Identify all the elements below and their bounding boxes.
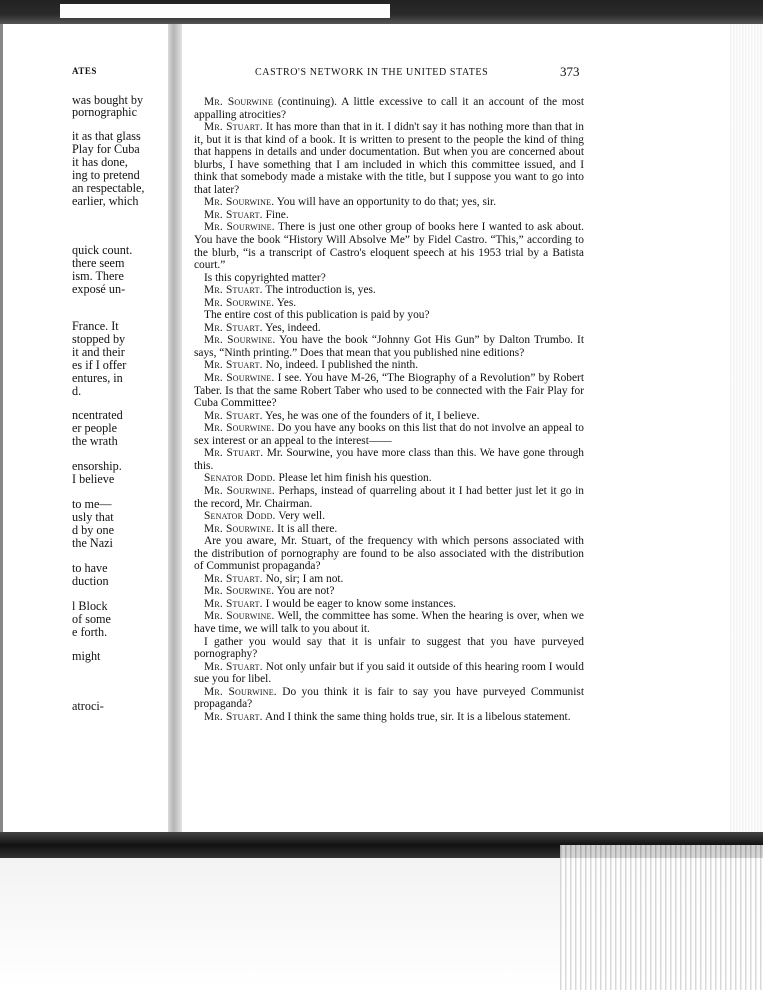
left-page-line: d.: [72, 385, 82, 398]
speech-text: Not only unfair but if you said it outside of this hearing room I would sue you for libel.: [194, 660, 584, 686]
left-page-line: the Nazi: [72, 537, 113, 550]
speech-text: You have the book “Johnny Got His Gun” by Dalton Trumbo. It says, “Ninth printing.” Does that mean that you published nine editions?: [194, 334, 584, 359]
left-page-line: it as that glass: [72, 130, 141, 143]
left-page-line: usly that: [72, 511, 114, 524]
speech-text: You will have an opportunity to do that; yes, sir.: [274, 196, 497, 209]
running-head: CASTRO'S NETWORK IN THE UNITED STATES: [255, 67, 489, 78]
left-page-line: ing to pretend: [72, 169, 140, 182]
transcript-paragraph: [194, 121, 584, 196]
left-page-line: to have: [72, 562, 108, 575]
transcript-paragraph: [194, 523, 584, 536]
speech-text: Do you have any books on this list that do not involve an appeal to sex interest or an appeal to the interest——: [194, 422, 584, 447]
speech-text: The entire cost of this publication is paid by you?: [204, 309, 430, 322]
speech-text: It is all there.: [274, 522, 338, 535]
speaker-name: Mr. Stuart.: [204, 321, 263, 334]
left-page-line: France. It: [72, 320, 119, 333]
speaker-name: Mr. Stuart.: [204, 710, 263, 723]
left-page-line: earlier, which: [72, 195, 139, 208]
left-page-line: l Block: [72, 600, 108, 613]
left-page-line: there seem: [72, 257, 125, 270]
transcript-paragraph: [194, 196, 584, 209]
speech-text: I gather you would say that it is unfair to suggest that you have purveyed pornography?: [194, 635, 584, 661]
left-page-line: stopped by: [72, 333, 126, 346]
scan-right-streaks: [730, 24, 763, 844]
speaker-name: Mr. Stuart.: [204, 597, 263, 610]
left-page-line: e forth.: [72, 626, 108, 639]
speaker-name: Mr. Stuart.: [204, 447, 264, 460]
left-page-line: duction: [72, 575, 109, 588]
speaker-name: Mr. Stuart.: [204, 121, 263, 134]
left-page-line: of some: [72, 613, 111, 626]
left-page-line: it has done,: [72, 156, 128, 169]
transcript-paragraph: [194, 297, 584, 310]
speaker-name: Mr. Stuart.: [204, 208, 263, 221]
left-page-line: it and their: [72, 346, 125, 359]
speaker-name: Senator Dodd.: [204, 472, 276, 485]
transcript-paragraph: [194, 535, 584, 573]
transcript-paragraph: [194, 272, 584, 285]
transcript-paragraph: [194, 334, 584, 359]
transcript-paragraph: [194, 585, 584, 598]
left-page-line: was bought by: [72, 94, 144, 107]
speaker-name: Mr. Sourwine.: [204, 372, 275, 385]
left-page-line: pornographic: [72, 106, 137, 119]
speaker-name: Mr. Sourwine.: [204, 585, 275, 598]
transcript-paragraph: [194, 309, 584, 322]
speaker-name: Mr. Stuart.: [204, 359, 263, 372]
left-page-line: es if I offer: [72, 359, 127, 372]
transcript-paragraph: [194, 410, 584, 423]
scan-bottom-streaks: [560, 845, 763, 990]
left-page-line: atroci-: [72, 700, 104, 713]
transcript-paragraph: [194, 284, 584, 297]
speech-text: It has more than that in it. I didn't say it has nothing more than that in it, but it is that kind of a book. It is written to present to the people the kind of thing that happens in details and under documentation. But when you are concerned about blurbs, I have something that I am included in which this committee issued, and I think that somebody made a mistake with the title, but I suppose you want to go into that later?: [194, 121, 584, 196]
speech-text: Do you think it is fair to say you have purveyed Communist propaganda?: [194, 685, 584, 711]
transcript-paragraph: [194, 447, 584, 472]
speaker-name: Mr. Sourwine.: [204, 196, 275, 209]
left-page-line: might: [72, 650, 101, 663]
speech-text: You are not?: [274, 585, 335, 598]
left-page-line: exposé un-: [72, 283, 126, 296]
left-page-line: the wrath: [72, 435, 118, 448]
speaker-name: Mr. Sourwine.: [204, 484, 275, 497]
speech-text: I would be eager to know some instances.: [262, 597, 457, 610]
left-page-line: ncentrated: [72, 409, 123, 422]
left-page-line: I believe: [72, 473, 115, 486]
speech-text: Yes, he was one of the founders of it, I believe.: [262, 409, 480, 422]
left-page-line: quick count.: [72, 244, 133, 257]
transcript-body: [194, 96, 584, 723]
scan-top-gap: [60, 4, 390, 18]
speaker-name: Mr. Sourwine.: [204, 296, 275, 309]
speech-text: The introduction is, yes.: [262, 284, 376, 297]
transcript-paragraph: [194, 485, 584, 510]
speech-text: (continuing). A little excessive to call it an account of the most appalling atrocities?: [194, 96, 584, 121]
transcript-paragraph: [194, 610, 584, 635]
speech-text: And I think the same thing holds true, sir. It is a libelous statement.: [262, 710, 571, 723]
speech-text: Very well.: [275, 510, 326, 523]
transcript-paragraph: [194, 598, 584, 611]
speech-text: Mr. Sourwine, you have more class than this. We have gone through this.: [194, 447, 584, 472]
left-page-line: ism. There: [72, 270, 124, 283]
speaker-name: Mr. Sourwine.: [204, 221, 275, 234]
page-number: 373: [560, 64, 580, 79]
speech-text: There is just one other group of books here I wanted to ask about. You have the book “History Will Absolve Me” by Fidel Castro. “This,” according to the blurb, “is a transcript of Castro's eloquent speech at his 1953 trial by a Batista court.”: [194, 221, 584, 272]
left-page-line: to me—: [72, 498, 112, 511]
speech-text: Are you aware, Mr. Stuart, of the frequency with which persons associated with the distribution of pornography are found to be also associated with the distribution of Communist propaganda?: [194, 535, 584, 573]
speaker-name: Mr. Stuart.: [204, 409, 263, 422]
speaker-name: Mr. Sourwine.: [204, 422, 275, 435]
speech-text: Perhaps, instead of quarreling about it I had better just let it go in the record, Mr. Chairman.: [194, 484, 584, 510]
speech-text: Is this copyrighted matter?: [204, 271, 326, 284]
speaker-name: Mr. Stuart.: [204, 284, 263, 297]
transcript-paragraph: [194, 573, 584, 586]
speech-text: Yes.: [274, 296, 297, 309]
speaker-name: Mr. Stuart.: [204, 572, 263, 585]
left-page-line: ensorship.: [72, 460, 122, 473]
speaker-name: Mr. Sourwine.: [204, 334, 276, 347]
transcript-paragraph: [194, 96, 584, 121]
speaker-name: Mr. Sourwine: [204, 96, 274, 108]
transcript-paragraph: [194, 686, 584, 711]
transcript-paragraph: [194, 510, 584, 523]
left-page-line: d by one: [72, 524, 114, 537]
transcript-paragraph: [194, 711, 584, 724]
transcript-paragraph: [194, 209, 584, 222]
speaker-name: Mr. Sourwine.: [204, 522, 275, 535]
speaker-name: Senator Dodd.: [204, 510, 276, 523]
speech-text: Please let him finish his question.: [275, 472, 432, 485]
transcript-paragraph: [194, 221, 584, 271]
transcript-paragraph: [194, 372, 584, 410]
transcript-paragraph: [194, 661, 584, 686]
speech-text: I see. You have M-26, “The Biography of a Revolution” by Robert Taber. Is that the same Robert Taber who used to be connected with the Fair Play for Cuba Committee?: [194, 372, 584, 410]
left-page-running-head: ATES: [72, 66, 97, 76]
speaker-name: Mr. Sourwine.: [204, 685, 277, 698]
transcript-paragraph: [194, 322, 584, 335]
speaker-name: Mr. Sourwine.: [204, 610, 275, 623]
left-page-line: entures, in: [72, 372, 123, 385]
transcript-paragraph: [194, 636, 584, 661]
left-page-line: an respectable,: [72, 182, 145, 195]
speech-text: No, sir; I am not.: [262, 572, 344, 585]
speaker-name: Mr. Stuart.: [204, 660, 263, 673]
transcript-paragraph: [194, 472, 584, 485]
speech-text: Fine.: [262, 208, 289, 221]
transcript-paragraph: [194, 422, 584, 447]
left-page-line: Play for Cuba: [72, 143, 140, 156]
speech-text: No, indeed. I published the ninth.: [262, 359, 419, 372]
speech-text: Yes, indeed.: [262, 321, 321, 334]
speech-text: Well, the committee has some. When the hearing is over, when we have time, we will talk to you about it.: [194, 610, 584, 635]
transcript-paragraph: [194, 359, 584, 372]
left-page-line: er people: [72, 422, 118, 435]
